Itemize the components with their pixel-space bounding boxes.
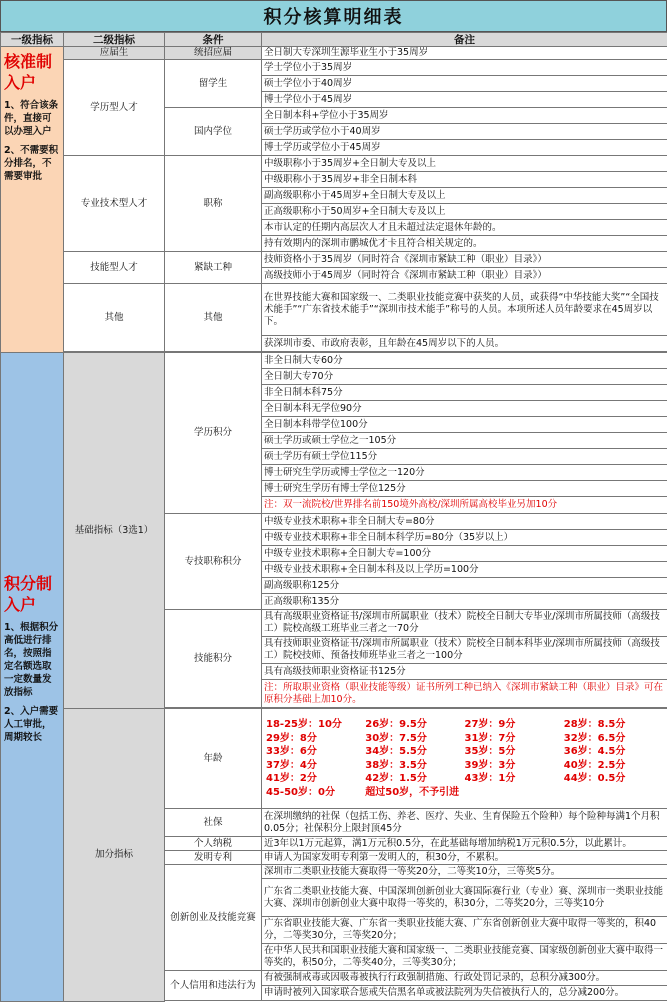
age-row-1 — [266, 718, 663, 732]
note-innovation-4: 在中华人民共和国职业技能大赛和国家级一、二类职业技能竞赛、国家级创新创业大赛中取得一等奖的，积50分，二等奖40分，三等奖30分； — [262, 944, 667, 971]
cond-skill: 技能积分 — [165, 610, 262, 708]
core-note-2: 2、不需要积分排名，不需要审批 — [4, 144, 60, 183]
l2-professional: 专业技术型人才 — [64, 156, 165, 252]
note-shortage-1: 技师资格小于35周岁（同时符合《深圳市紧缺工种（职业）目录》） — [262, 252, 667, 268]
note-title-6: 持有效期内的深圳市鹏城优才卡且符合相关规定的。 — [262, 236, 667, 252]
note-edu-2: 全日制大专70分 — [262, 369, 667, 385]
page-title: 积分核算明细表 — [0, 0, 667, 32]
note-social-security: 在深圳缴纳的社保（包括工伤、养老、医疗、失业、生育保险五个险种）每个险种每满1个月积0.05分；社保积分上限封顶45分 — [262, 809, 667, 837]
age-row-2 — [266, 732, 663, 746]
age-item: 31岁：7分 — [465, 732, 564, 746]
note-edu-7: 硕士学历有硕士学位115分 — [262, 449, 667, 465]
note-skill-bonus: 注：所取职业资格（职业技能等级）证书所列工种已纳入《深圳市紧缺工种（职业）目录》可在原积分基础上加10分。 — [262, 680, 667, 708]
header-level2: 二级指标 — [64, 33, 165, 47]
note-pro-5: 副高级职称125分 — [262, 578, 667, 594]
note-other-1: 在世界技能大赛和国家级一、二类职业技能竞赛中获奖的人员，或获得“中华技能大奖”“全国技术能手”“广东省技术能手”“深圳市技术能手”称号的人员。本项所述人员年龄要求在45周岁以下。 — [262, 284, 667, 336]
header-row — [1, 33, 667, 47]
cond-social-security: 社保 — [165, 809, 262, 837]
age-row-5 — [266, 772, 663, 786]
note-skill-1: 具有高级职业资格证书/深圳市所属职业（技术）院校全日制大专毕业/深圳市所属技师（高级技工）院校高级工班毕业三者之一70分 — [262, 610, 667, 637]
cond-tax: 个人纳税 — [165, 837, 262, 851]
points-note-2: 2、入户需要人工审批，周期较长 — [4, 705, 60, 744]
points-table — [0, 32, 667, 1002]
age-item: 38岁：3.5分 — [365, 759, 464, 773]
age-item: 18-25岁：10分 — [266, 718, 365, 732]
note-title-5: 本市认定的任期内高层次人才且未超过法定退休年龄的。 — [262, 220, 667, 236]
core-title: 核准制入户 — [4, 51, 60, 93]
note-title-1: 中级职称小于35周岁+全日制大专及以上 — [262, 156, 667, 172]
note-title-4: 正高级职称小于50周岁+全日制大专及以上 — [262, 204, 667, 220]
age-item: 超过50岁，不予引进 — [365, 786, 564, 800]
age-row-4 — [266, 759, 663, 773]
cond-age: 年龄 — [165, 709, 262, 809]
cond-other: 其他 — [165, 284, 262, 352]
age-item: 40岁：2.5分 — [564, 759, 663, 773]
header-remark: 备注 — [262, 33, 667, 47]
note-patent: 申请人为国家发明专利第一发明人的，积30分，不累积。 — [262, 851, 667, 865]
l2-graduate: 应届生 — [64, 47, 165, 60]
l2-basic: 基础指标（3选1） — [64, 353, 165, 709]
header-level1: 一级指标 — [1, 33, 64, 47]
age-item: 44岁：0.5分 — [564, 772, 663, 786]
note-pro-4: 中级专业技术职称+全日制本科及以上学历=100分 — [262, 562, 667, 578]
age-item: 43岁：1分 — [465, 772, 564, 786]
age-item: 34岁：5.5分 — [365, 745, 464, 759]
points-note-1: 1、根据积分高低进行排名，按照指定名额选取一定数量发放指标 — [4, 621, 60, 699]
cond-pro-title: 专技职称积分 — [165, 514, 262, 610]
note-pro-3: 中级专业技术职称+全日制大专=100分 — [262, 546, 667, 562]
note-edu-9: 博士研究生学历有博士学位125分 — [262, 481, 667, 497]
note-domestic-2: 硕士学历或学位小于40周岁 — [262, 124, 667, 140]
note-edu-5: 全日制本科带学位100分 — [262, 417, 667, 433]
note-title-3: 副高级职称小于45周岁+全日制大专及以上 — [262, 188, 667, 204]
age-item: 37岁：4分 — [266, 759, 365, 773]
l2-skilled: 技能型人才 — [64, 252, 165, 284]
note-skill-2: 具有技师职业资格证书/深圳市所属职业（技术）院校全日制本科毕业/深圳市所属技师（高级技工）院校技师、预备技师班毕业三者之一100分 — [262, 637, 667, 664]
age-item: 27岁：9分 — [465, 718, 564, 732]
note-graduate: 全日制大专深圳生源毕业生小于35周岁 — [262, 47, 667, 60]
note-tax: 近3年以1万元起算，满1万元积0.5分，在此基础每增加纳税1万元积0.5分，以此累计。 — [262, 837, 667, 851]
note-credit-2: 申请时被列入国家联合惩戒失信黑名单或被法院列为失信被执行人的，总分减200分。 — [262, 986, 667, 1001]
age-row-3 — [266, 745, 663, 759]
note-edu-bonus: 注：双一流院校/世界排名前150境外高校/深圳所属高校毕业另加10分 — [262, 497, 667, 514]
cond-credit: 个人信用和违法行为 — [165, 971, 262, 1001]
note-pro-2: 中级专业技术职称+非全日制本科学历=80分（35岁以上） — [262, 530, 667, 546]
cond-shortage: 紧缺工种 — [165, 252, 262, 284]
note-domestic-1: 全日制本科+学位小于35周岁 — [262, 108, 667, 124]
core-note-1: 1、符合该条件，直接可以办理入户 — [4, 99, 60, 138]
note-edu-1: 非全日制大专60分 — [262, 353, 667, 369]
l2-other: 其他 — [64, 284, 165, 352]
age-item: 26岁：9.5分 — [365, 718, 464, 732]
points-category-cell — [1, 353, 64, 1002]
cond-domestic: 国内学位 — [165, 108, 262, 156]
cond-title: 职称 — [165, 156, 262, 252]
note-pro-1: 中级专业技术职称+非全日制大专=80分 — [262, 514, 667, 530]
note-pro-6: 正高级职称135分 — [262, 594, 667, 610]
age-item: 39岁：3分 — [465, 759, 564, 773]
age-score-grid — [262, 709, 667, 809]
l2-bonus: 加分指标 — [64, 709, 165, 1002]
age-item: 42岁：1.5分 — [365, 772, 464, 786]
cond-innovation: 创新创业及技能竞赛 — [165, 865, 262, 971]
header-condition: 条件 — [165, 33, 262, 47]
age-row-6 — [266, 786, 663, 800]
note-domestic-3: 博士学历或学位小于45周岁 — [262, 140, 667, 156]
age-item: 30岁：7.5分 — [365, 732, 464, 746]
cond-education: 学历积分 — [165, 353, 262, 514]
age-item: 45-50岁：0分 — [266, 786, 365, 800]
cond-overseas: 留学生 — [165, 60, 262, 108]
age-item: 33岁：6分 — [266, 745, 365, 759]
note-innovation-2: 广东省二类职业技能大赛、中国深圳创新创业大赛国际赛行业（专业）赛、深圳市一类职业技能大赛、深圳市创新创业大赛中取得一等奖的，积30分，二等奖20分，三等奖10分 — [262, 879, 667, 917]
age-item: 32岁：6.5分 — [564, 732, 663, 746]
note-overseas-1: 学士学位小于35周岁 — [262, 60, 667, 76]
note-edu-4: 全日制本科无学位90分 — [262, 401, 667, 417]
age-item: 35岁：5分 — [465, 745, 564, 759]
age-item: 29岁：8分 — [266, 732, 365, 746]
note-shortage-2: 高级技师小于45周岁（同时符合《深圳市紧缺工种（职业）目录》） — [262, 268, 667, 284]
core-category-cell — [1, 47, 64, 353]
note-edu-6: 硕士学历或硕士学位之一105分 — [262, 433, 667, 449]
note-edu-3: 非全日制本科75分 — [262, 385, 667, 401]
age-item: 28岁：8.5分 — [564, 718, 663, 732]
cond-graduate: 统招应届 — [165, 47, 262, 60]
note-innovation-3: 广东省职业技能大赛、广东省一类职业技能大赛、广东省创新创业大赛中取得一等奖的，积40分，二等奖30分，三等奖20分； — [262, 917, 667, 944]
note-skill-3: 具有高级技师职业资格证书125分 — [262, 664, 667, 680]
note-other-2: 获深圳市委、市政府表彰，且年龄在45周岁以下的人员。 — [262, 336, 667, 352]
age-item: 36岁：4.5分 — [564, 745, 663, 759]
note-overseas-3: 博士学位小于45周岁 — [262, 92, 667, 108]
note-title-2: 中级职称小于35周岁+非全日制本科 — [262, 172, 667, 188]
points-title: 积分制入户 — [4, 573, 60, 615]
cond-patent: 发明专利 — [165, 851, 262, 865]
age-item: 41岁：2分 — [266, 772, 365, 786]
note-credit-1: 有被强制戒毒或因吸毒被执行行政强制措施、行政处罚记录的，总积分减300分。 — [262, 971, 667, 986]
note-innovation-1: 深圳市二类职业技能大赛取得一等奖20分，二等奖10分，三等奖5分。 — [262, 865, 667, 879]
note-overseas-2: 硕士学位小于40周岁 — [262, 76, 667, 92]
note-edu-8: 博士研究生学历或博士学位之一120分 — [262, 465, 667, 481]
l2-academic: 学历型人才 — [64, 60, 165, 156]
